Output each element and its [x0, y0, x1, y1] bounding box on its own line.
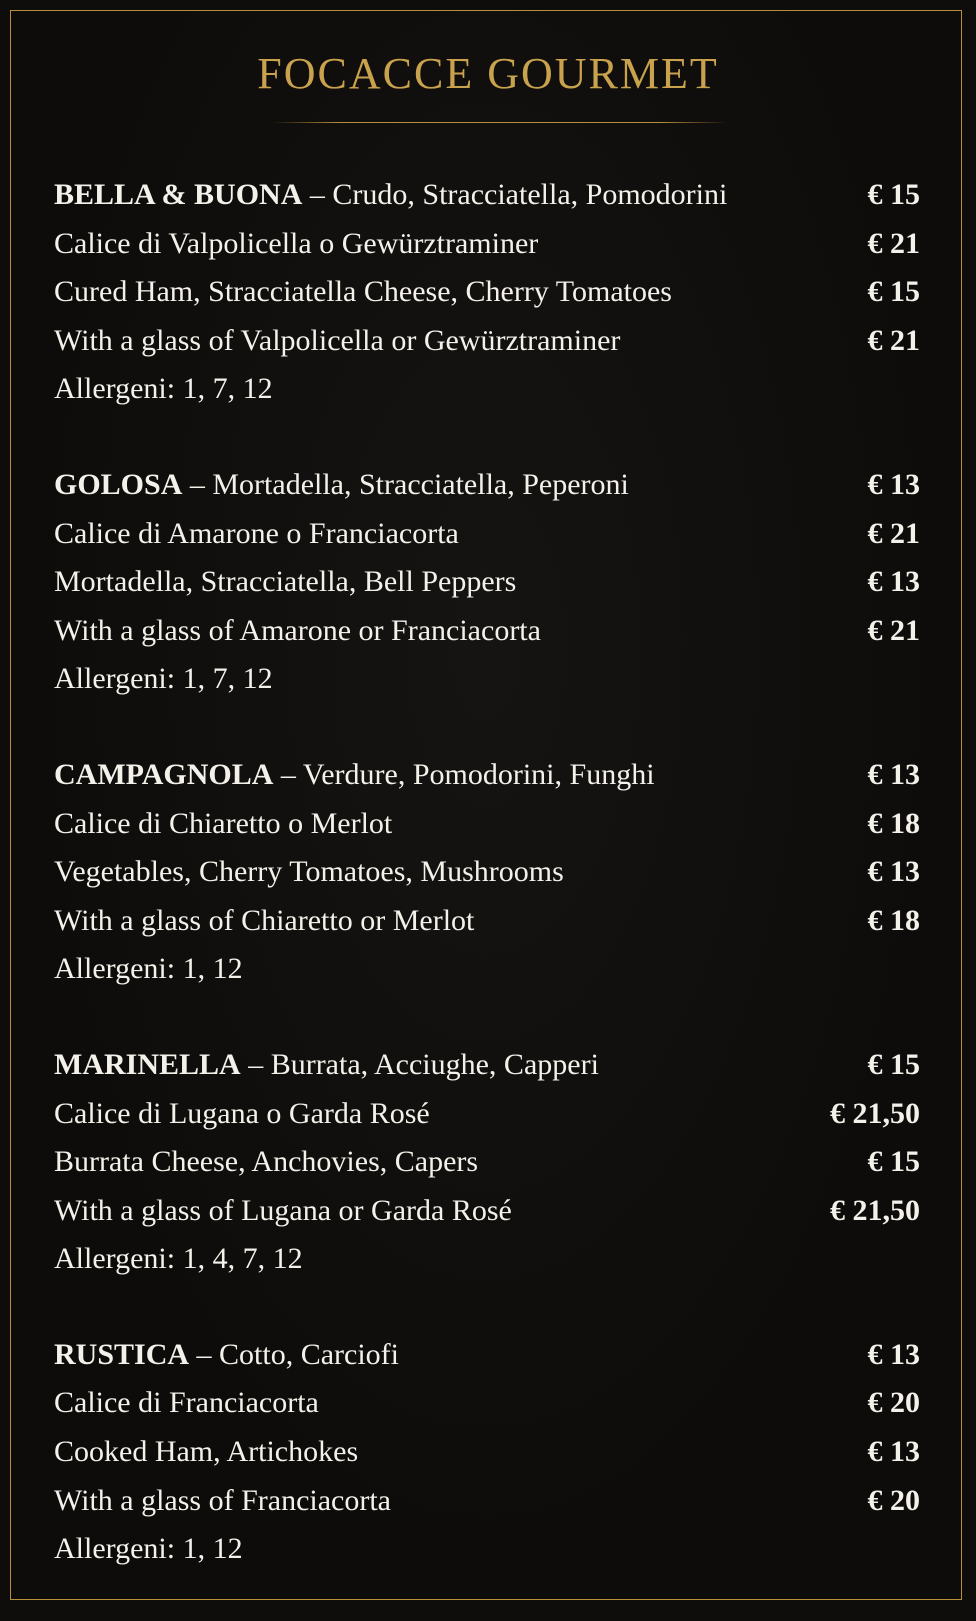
wine-price: € 21	[867, 226, 920, 260]
menu-item-campagnola	[54, 751, 920, 994]
item-ingredients-it: Verdure, Pomodorini, Funghi	[302, 757, 655, 791]
wine-pairing-it: Calice di Amarone o Franciacorta	[54, 516, 459, 550]
wine-price: € 18	[867, 806, 920, 840]
item-separator: –	[182, 467, 213, 501]
item-separator: –	[273, 757, 303, 791]
item-ingredients-it: Mortadella, Stracciatella, Peperoni	[212, 467, 629, 501]
item-name: MARINELLA	[54, 1047, 241, 1081]
menu-item-golosa	[54, 461, 920, 704]
item-price: € 15	[867, 1047, 920, 1081]
item-line-english	[54, 1138, 920, 1187]
item-ingredients-it: Cotto, Carciofi	[219, 1337, 400, 1371]
allergens-note: Allergeni: 1, 7, 12	[54, 662, 273, 696]
allergens-note: Allergeni: 1, 4, 7, 12	[54, 1242, 303, 1276]
item-separator: –	[302, 178, 333, 211]
wine-line-italian	[54, 220, 920, 269]
wine-line-english	[54, 1187, 920, 1236]
wine-line-english	[54, 1477, 920, 1526]
item-line-italian	[54, 751, 920, 800]
wine-price-en: € 21	[867, 613, 920, 647]
item-name: BELLA & BUONA	[54, 178, 303, 211]
item-line-english	[54, 558, 920, 607]
wine-line-english	[54, 897, 920, 946]
wine-pairing-it: Calice di Chiaretto o Merlot	[54, 806, 393, 840]
item-line-italian	[54, 1041, 920, 1090]
wine-line-italian	[54, 1379, 920, 1428]
item-ingredients-en: Burrata Cheese, Anchovies, Capers	[54, 1145, 479, 1179]
item-price-en: € 15	[867, 1145, 920, 1179]
wine-line-english	[54, 317, 920, 366]
item-line-english	[54, 268, 920, 317]
wine-line-italian	[54, 510, 920, 559]
wine-line-italian	[54, 800, 920, 849]
wine-pairing-en: With a glass of Amarone or Franciacorta	[54, 613, 541, 647]
item-price: € 13	[867, 1337, 920, 1371]
item-ingredients-en: Mortadella, Stracciatella, Bell Peppers	[54, 565, 517, 599]
wine-pairing-en: With a glass of Franciacorta	[54, 1483, 392, 1517]
wine-pairing-it: Calice di Franciacorta	[54, 1386, 319, 1420]
item-separator: –	[240, 1047, 271, 1081]
wine-price-en: € 21	[867, 323, 920, 357]
item-price-en: € 13	[867, 1435, 920, 1469]
item-line-italian	[54, 1331, 920, 1380]
item-line-english	[54, 1428, 920, 1477]
item-price-en: € 13	[867, 855, 920, 889]
menu-item-marinella	[54, 1041, 920, 1284]
title-divider	[272, 122, 728, 123]
allergens-note: Allergeni: 1, 12	[54, 952, 243, 986]
wine-price-en: € 20	[867, 1483, 920, 1517]
wine-price: € 21,50	[830, 1096, 920, 1130]
item-name: GOLOSA	[54, 467, 183, 501]
menu-title: FOCACCE GOURMET	[257, 49, 719, 98]
item-name: CAMPAGNOLA	[54, 757, 274, 791]
wine-pairing-en: With a glass of Lugana or Garda Rosé	[54, 1193, 512, 1227]
wine-price-en: € 21,50	[830, 1193, 920, 1227]
menu-items-list	[54, 171, 920, 1621]
item-ingredients-it: Burrata, Acciughe, Capperi	[270, 1047, 599, 1081]
item-ingredients-en: Cooked Ham, Artichokes	[54, 1435, 359, 1469]
item-price: € 13	[867, 757, 920, 791]
item-ingredients-en: Vegetables, Cherry Tomatoes, Mushrooms	[54, 855, 564, 889]
menu-item-rustica	[54, 1331, 920, 1574]
item-price-en: € 13	[867, 565, 920, 599]
menu-item-bella-buona	[54, 171, 920, 414]
item-line-english	[54, 848, 920, 897]
item-separator: –	[189, 1337, 220, 1371]
allergens-note: Allergeni: 1, 7, 12	[54, 372, 273, 406]
item-ingredients-en: Cured Ham, Stracciatella Cheese, Cherry Tomatoes	[54, 275, 672, 309]
wine-price: € 20	[867, 1386, 920, 1420]
item-price: € 13	[867, 467, 920, 501]
item-line-italian	[54, 461, 920, 510]
wine-pairing-en: With a glass of Chiaretto or Merlot	[54, 903, 475, 937]
wine-pairing-it: Calice di Lugana o Garda Rosé	[54, 1096, 430, 1130]
wine-line-italian	[54, 1090, 920, 1139]
wine-pairing-en: With a glass of Valpolicella or Gewürztraminer	[54, 323, 621, 357]
wine-price-en: € 18	[867, 903, 920, 937]
item-price-en: € 15	[867, 275, 920, 309]
wine-pairing-it: Calice di Valpolicella o Gewürztraminer	[54, 226, 539, 260]
item-ingredients-it: Crudo, Stracciatella, Pomodorini	[332, 178, 728, 211]
item-name: RUSTICA	[54, 1337, 190, 1371]
wine-line-english	[54, 607, 920, 656]
item-price: € 15	[867, 178, 920, 211]
item-line-italian	[54, 171, 920, 220]
wine-price: € 21	[867, 516, 920, 550]
allergens-note: Allergeni: 1, 12	[54, 1532, 243, 1566]
